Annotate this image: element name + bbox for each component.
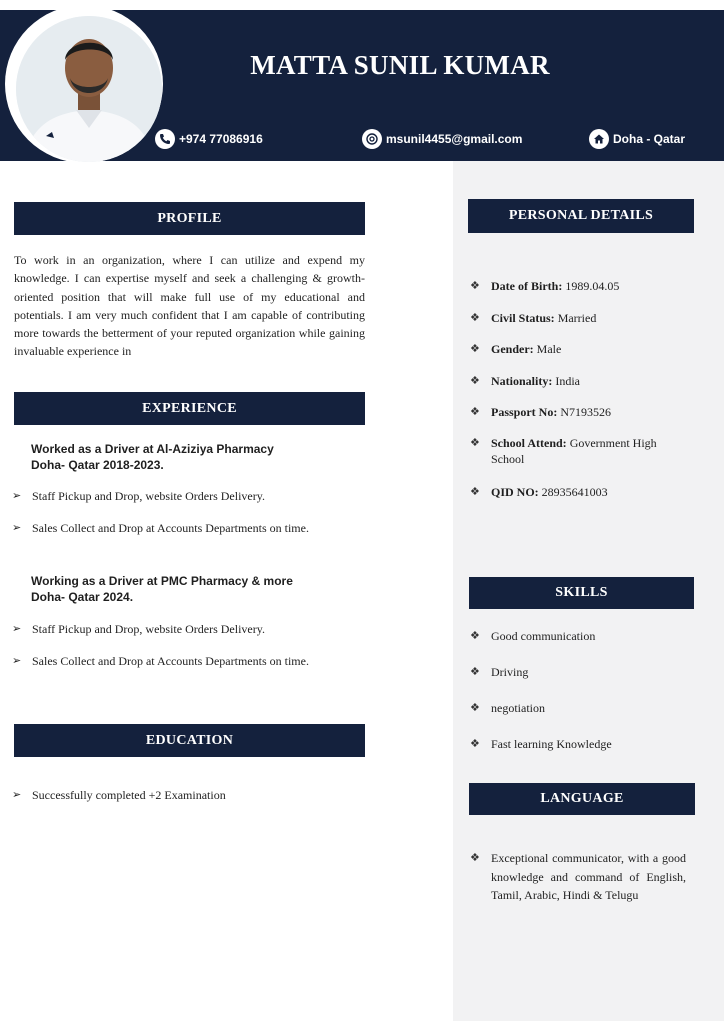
experience-heading: EXPERIENCE bbox=[14, 392, 365, 425]
detail-item bbox=[470, 278, 685, 294]
list-item-text: Staff Pickup and Drop, website Orders Delivery. bbox=[32, 622, 265, 636]
detail-label: Civil Status: bbox=[491, 311, 555, 325]
list-item-text: Sales Collect and Drop at Accounts Departments on time. bbox=[32, 654, 309, 668]
arrow-bullet-icon: ➢ bbox=[12, 655, 22, 667]
diamond-bullet-icon: ❖ bbox=[470, 406, 480, 418]
phone-icon bbox=[155, 129, 175, 149]
list-item-text: Exceptional communicator, with a good knowledge and command of English, Tamil, Arabic, Hindi & Telugu bbox=[491, 851, 686, 902]
arrow-bullet-icon: ➢ bbox=[12, 522, 22, 534]
diamond-bullet-icon: ❖ bbox=[470, 280, 480, 292]
detail-value: Government High School bbox=[491, 436, 657, 466]
detail-label: Nationality: bbox=[491, 374, 553, 388]
profile-heading: PROFILE bbox=[14, 202, 365, 235]
job-title bbox=[31, 573, 293, 605]
profile-photo-frame bbox=[5, 5, 163, 163]
list-item bbox=[12, 653, 322, 669]
home-icon bbox=[589, 129, 609, 149]
email-address: msunil4455@gmail.com bbox=[386, 132, 523, 146]
location-text: Doha - Qatar bbox=[613, 132, 686, 146]
detail-value: N7193526 bbox=[560, 405, 611, 419]
diamond-bullet-icon: ❖ bbox=[470, 738, 480, 750]
job-title-line: Worked as a Driver at Al-Aziziya Pharmacy bbox=[31, 442, 274, 456]
detail-label: Date of Birth: bbox=[491, 279, 563, 293]
diamond-bullet-icon: ❖ bbox=[470, 852, 480, 864]
detail-label: Passport No: bbox=[491, 405, 558, 419]
detail-item bbox=[470, 404, 685, 420]
list-item-text: Sales Collect and Drop at Accounts Departments on time. bbox=[32, 521, 309, 535]
detail-item bbox=[470, 484, 685, 500]
detail-value: India bbox=[555, 374, 580, 388]
job-title-line: Doha- Qatar 2018-2023. bbox=[31, 458, 164, 472]
candidate-name: MATTA SUNIL KUMAR bbox=[250, 50, 550, 80]
list-item bbox=[470, 736, 685, 752]
contact-phone bbox=[155, 129, 263, 149]
detail-item bbox=[470, 310, 685, 326]
list-item bbox=[12, 488, 322, 504]
list-item-text: negotiation bbox=[491, 701, 545, 715]
job-title bbox=[31, 441, 274, 473]
list-item bbox=[470, 849, 686, 905]
detail-item bbox=[470, 341, 685, 357]
diamond-bullet-icon: ❖ bbox=[470, 486, 480, 498]
detail-value: 1989.04.05 bbox=[565, 279, 620, 293]
list-item-text: Driving bbox=[491, 665, 529, 679]
detail-item bbox=[470, 373, 685, 389]
detail-label: QID NO: bbox=[491, 485, 539, 499]
list-item bbox=[470, 664, 685, 680]
arrow-bullet-icon: ➢ bbox=[12, 789, 22, 801]
list-item bbox=[470, 628, 685, 644]
detail-value: 28935641003 bbox=[541, 485, 608, 499]
diamond-bullet-icon: ❖ bbox=[470, 630, 480, 642]
list-item bbox=[12, 621, 322, 637]
list-item-text: Fast learning Knowledge bbox=[491, 737, 612, 751]
contact-location bbox=[589, 129, 685, 149]
list-item bbox=[12, 787, 352, 803]
detail-label: Gender: bbox=[491, 342, 534, 356]
contact-email bbox=[362, 129, 522, 149]
list-item-text: Staff Pickup and Drop, website Orders Delivery. bbox=[32, 489, 265, 503]
detail-item bbox=[470, 435, 685, 467]
education-heading: EDUCATION bbox=[14, 724, 365, 757]
diamond-bullet-icon: ❖ bbox=[470, 666, 480, 678]
diamond-bullet-icon: ❖ bbox=[470, 343, 480, 355]
arrow-bullet-icon: ➢ bbox=[12, 623, 22, 635]
diamond-bullet-icon: ❖ bbox=[470, 312, 480, 324]
phone-number: +974 77086916 bbox=[179, 132, 263, 146]
job-title-line: Working as a Driver at PMC Pharmacy & more bbox=[31, 574, 293, 588]
diamond-bullet-icon: ❖ bbox=[470, 437, 480, 449]
list-item bbox=[470, 700, 685, 716]
detail-value: Married bbox=[557, 311, 597, 325]
arrow-bullet-icon: ➢ bbox=[12, 490, 22, 502]
profile-photo bbox=[16, 16, 162, 162]
diamond-bullet-icon: ❖ bbox=[470, 702, 480, 714]
language-heading: LANGUAGE bbox=[469, 783, 695, 815]
detail-value: Male bbox=[536, 342, 562, 356]
email-icon bbox=[362, 129, 382, 149]
profile-text: To work in an organization, where I can utilize and expend my knowledge. I can expertise myself and seek a challenging & growth-oriented position that will make full use of my educational and potentials. I am very much confident that I am capable of contributing more towards the betterment of your reputed organization while gaining invaluable experience in bbox=[14, 253, 365, 359]
personal-details-heading: PERSONAL DETAILS bbox=[468, 199, 694, 233]
list-item-text: Successfully completed +2 Examination bbox=[32, 788, 226, 802]
diamond-bullet-icon: ❖ bbox=[470, 375, 480, 387]
detail-label: School Attend: bbox=[491, 436, 567, 450]
job-title-line: Doha- Qatar 2024. bbox=[31, 590, 134, 604]
list-item bbox=[12, 520, 322, 536]
skills-heading: SKILLS bbox=[469, 577, 694, 609]
list-item-text: Good communication bbox=[491, 629, 596, 643]
